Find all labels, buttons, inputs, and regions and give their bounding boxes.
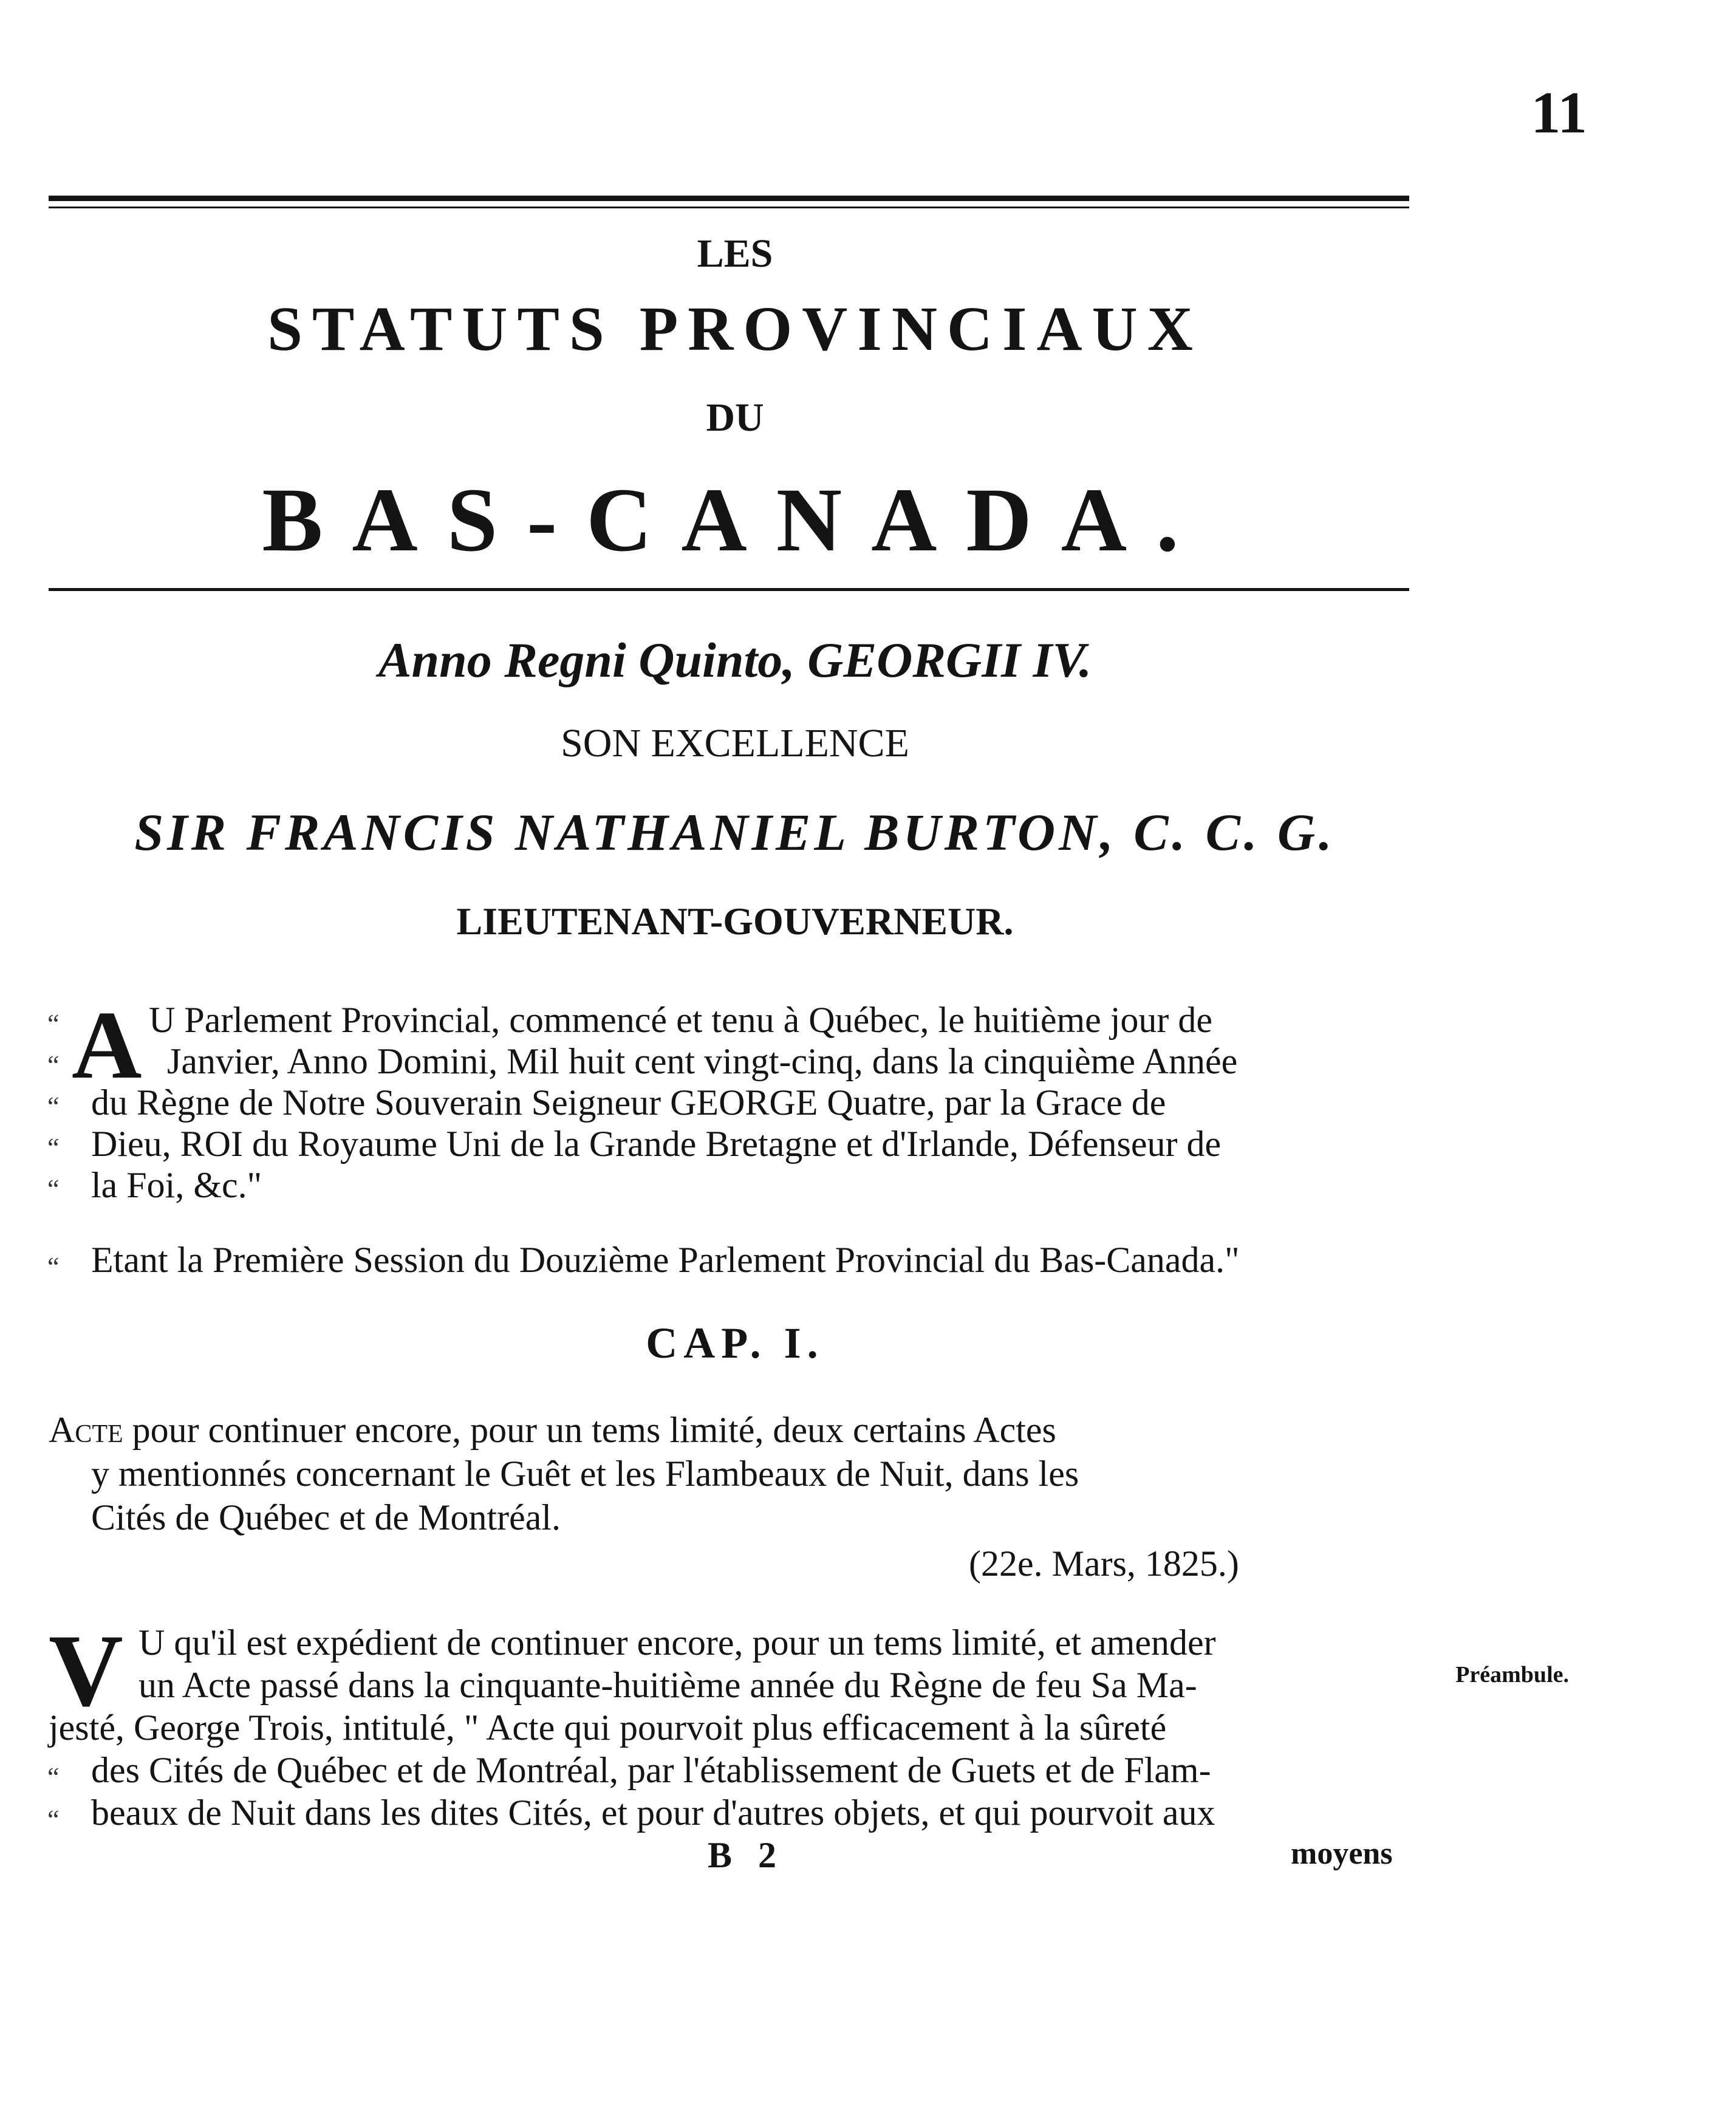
parliament-line: la Foi, &c." <box>91 1165 262 1205</box>
parliament-drop-cap: A <box>72 991 142 1099</box>
quote-mark: “ <box>47 1805 60 1834</box>
governor-title: LIEUTENANT-GOUVERNEUR. <box>456 900 1014 943</box>
preamble-drop-cap: V <box>49 1613 123 1728</box>
act-line: pour continuer encore, pour un tems limité, deux certains Actes <box>132 1410 1056 1450</box>
preamble-line: un Acte passé dans la cinquante-huitième année du Règne de feu Sa Ma- <box>138 1665 1197 1705</box>
regnal-year <box>0 632 1470 689</box>
preamble-line: beaux de Nuit dans les dites Cités, et pour d'autres objets, et qui pourvoit aux <box>91 1793 1215 1833</box>
preamble-line: U qu'il est expédient de continuer encore, pour un tems limité, et amender <box>138 1622 1216 1663</box>
catchword: moyens <box>1291 1836 1393 1871</box>
heading-les: LES <box>697 231 773 276</box>
preamble-line: jesté, George Trois, intitulé, " Acte qui pourvoit plus efficacement à la sûreté <box>49 1708 1167 1748</box>
quote-mark: “ <box>47 1174 60 1204</box>
quote-mark: “ <box>47 1133 60 1163</box>
son-excellence: SON EXCELLENCE <box>561 721 909 765</box>
signature-mark: B 2 <box>708 1835 785 1875</box>
quote-mark: “ <box>47 1009 60 1039</box>
quote-mark: “ <box>47 1050 60 1080</box>
parliament-line: Dieu, ROI du Royaume Uni de la Grande Bretagne et d'Irlande, Défenseur de <box>91 1124 1222 1164</box>
mid-rule <box>49 588 1409 591</box>
margin-note-preambule: Préambule. <box>1455 1662 1569 1687</box>
heading-statuts: STATUTS PROVINCIAUX <box>267 294 1203 364</box>
heading-du: DU <box>706 395 764 440</box>
regnal-year-text: Anno Regni Quinto, GEORGII IV. <box>378 632 1092 688</box>
preamble-line: des Cités de Québec et de Montréal, par l'établissement de Guets et de Flam- <box>91 1750 1211 1790</box>
heading-bas-canada: BAS-CANADA. <box>262 470 1208 570</box>
quote-mark: “ <box>47 1092 60 1121</box>
page-number: 11 <box>1531 80 1587 146</box>
parliament-line: Janvier, Anno Domini, Mil huit cent vingt-cinq, dans la cinquième Année <box>167 1041 1238 1081</box>
session-line: Etant la Première Session du Douzième Parlement Provincial du Bas-Canada." <box>91 1240 1240 1280</box>
act-date: (22e. Mars, 1825.) <box>969 1544 1239 1584</box>
governor-name: SIR FRANCIS NATHANIEL BURTON, C. C. G. <box>134 803 1336 861</box>
act-line: y mentionnés concernant le Guêt et les Flambeaux de Nuit, dans les <box>91 1454 1079 1494</box>
act-line: Cités de Québec et de Montréal. <box>91 1497 561 1537</box>
parliament-line: U Parlement Provincial, commencé et tenu à Québec, le huitième jour de <box>149 1000 1213 1040</box>
chapter-heading: CAP. I. <box>646 1319 824 1367</box>
top-rule-thick <box>49 196 1409 201</box>
quote-mark: “ <box>47 1762 60 1792</box>
parliament-line: du Règne de Notre Souverain Seigneur GEORGE Quatre, par la Grace de <box>91 1082 1166 1123</box>
top-rule-thin <box>49 207 1409 208</box>
quote-mark: “ <box>47 1252 60 1282</box>
act-line-first <box>49 1409 1056 1451</box>
acte-word: Acte <box>49 1410 123 1450</box>
